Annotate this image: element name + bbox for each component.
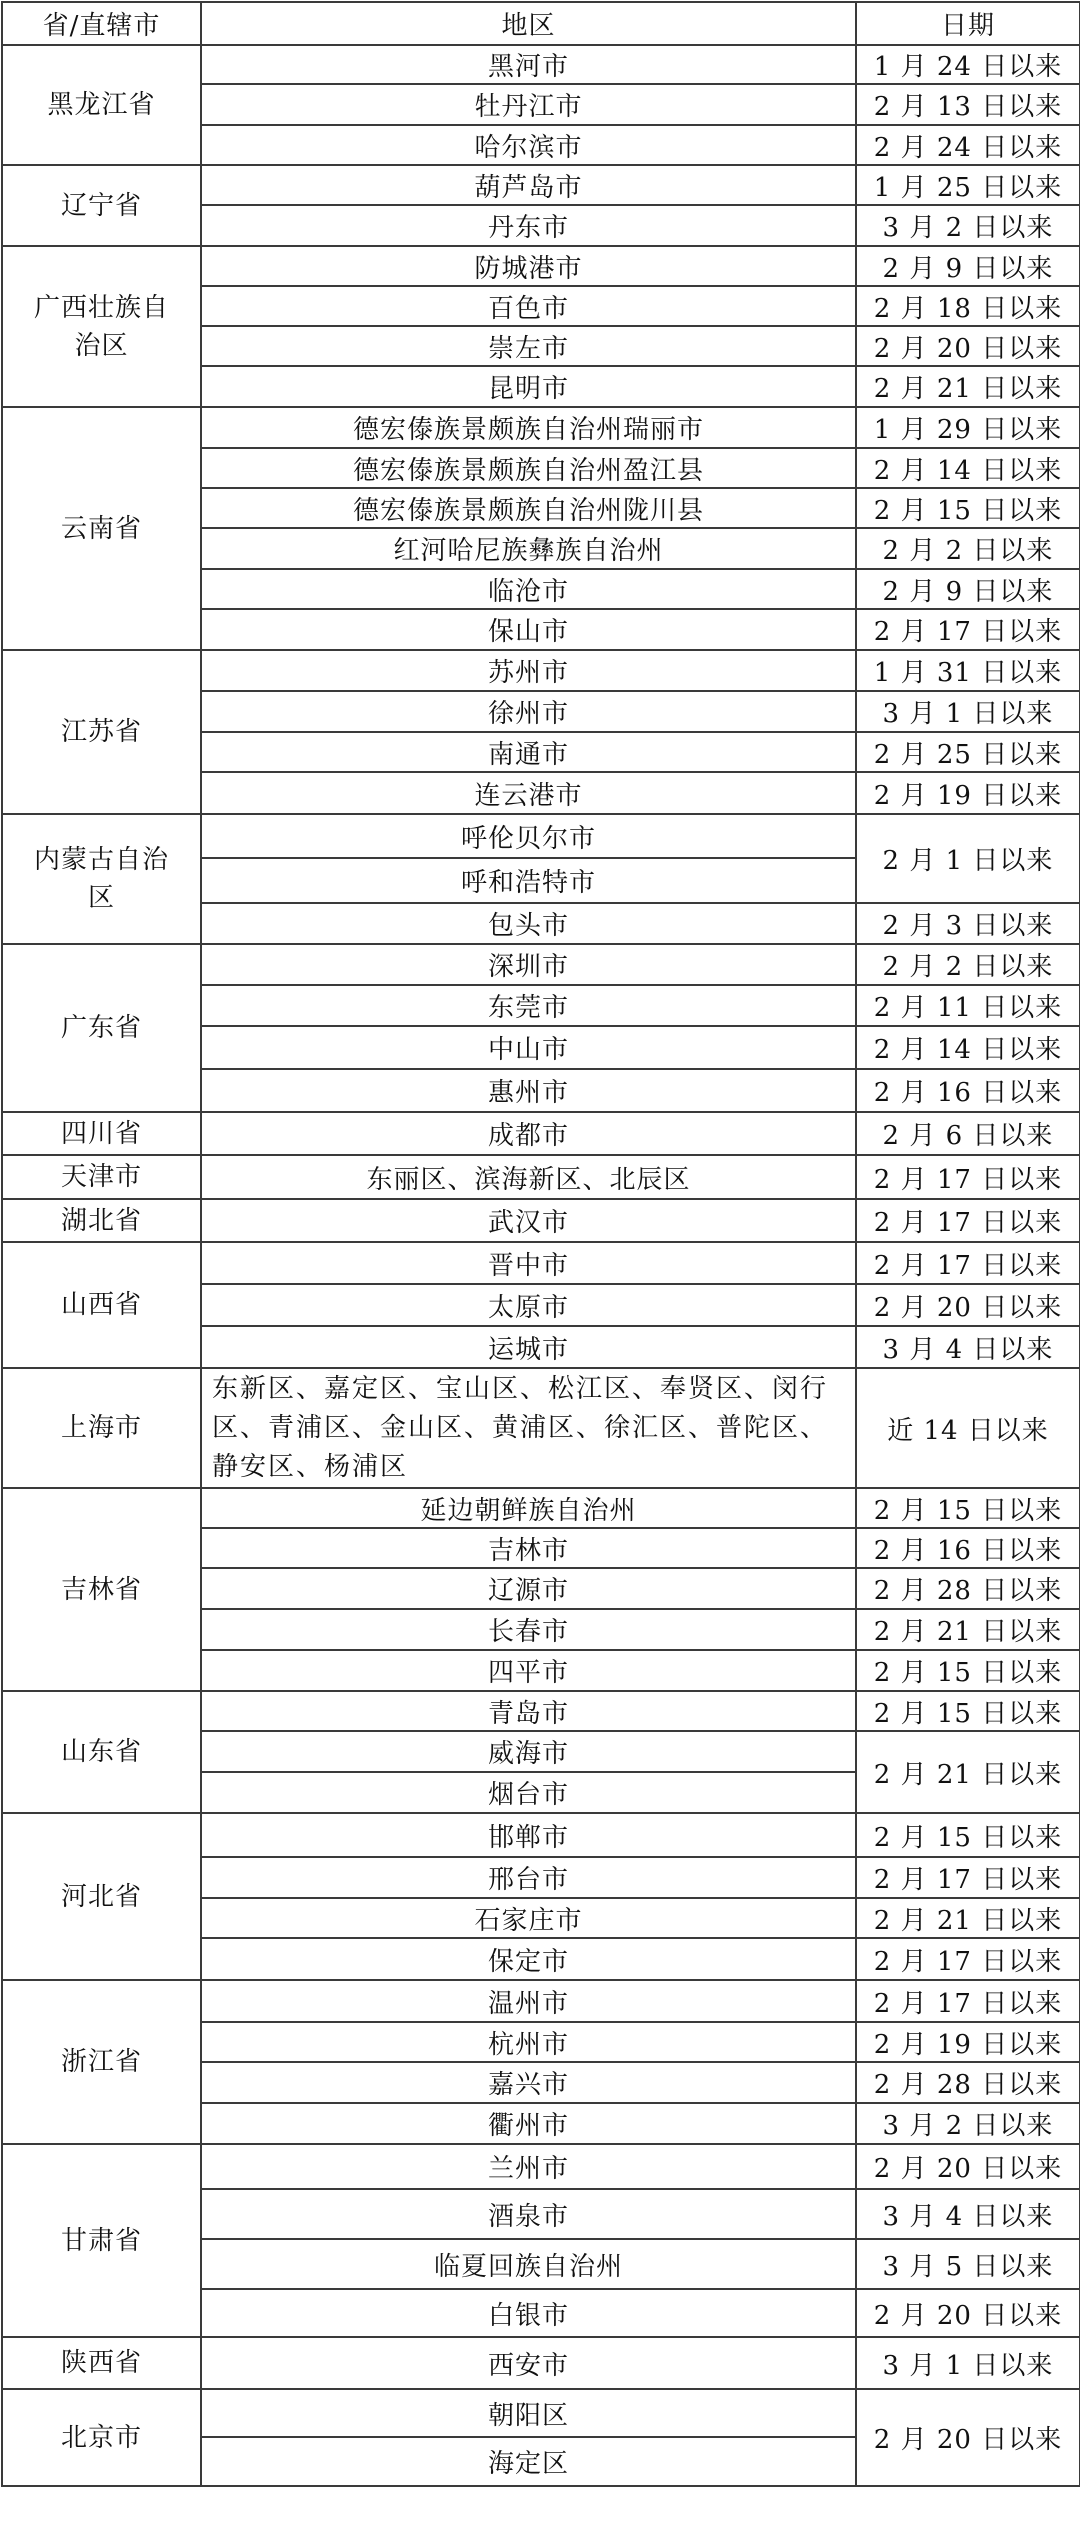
area-cell: 青岛市 bbox=[201, 1691, 856, 1731]
date-cell: 2 月 14 日以来 bbox=[856, 448, 1080, 488]
province-cell: 内蒙古自治区 bbox=[2, 814, 201, 944]
area-cell: 中山市 bbox=[201, 1026, 856, 1069]
province-cell: 广西壮族自治区 bbox=[2, 246, 201, 407]
table-row bbox=[2, 1813, 1080, 1857]
date-cell: 2 月 21 日以来 bbox=[856, 1898, 1080, 1938]
date-cell: 2 月 20 日以来 bbox=[856, 2389, 1080, 2486]
date-cell: 2 月 18 日以来 bbox=[856, 286, 1080, 326]
area-cell: 邯郸市 bbox=[201, 1813, 856, 1857]
area-cell: 临沧市 bbox=[201, 569, 856, 609]
table-row bbox=[2, 2389, 1080, 2437]
date-cell: 2 月 17 日以来 bbox=[856, 1199, 1080, 1242]
area-cell: 嘉兴市 bbox=[201, 2062, 856, 2103]
date-cell: 2 月 1 日以来 bbox=[856, 814, 1080, 903]
date-cell: 3 月 4 日以来 bbox=[856, 2189, 1080, 2239]
area-cell: 南通市 bbox=[201, 732, 856, 772]
area-cell: 辽源市 bbox=[201, 1568, 856, 1609]
table-row bbox=[2, 165, 1080, 205]
area-cell: 运城市 bbox=[201, 1326, 856, 1368]
date-cell: 2 月 15 日以来 bbox=[856, 1650, 1080, 1691]
table-row bbox=[2, 1112, 1080, 1155]
area-cell: 成都市 bbox=[201, 1112, 856, 1155]
province-cell: 陕西省 bbox=[2, 2337, 201, 2389]
date-cell: 2 月 17 日以来 bbox=[856, 1938, 1080, 1980]
table-row bbox=[2, 814, 1080, 858]
date-cell: 3 月 2 日以来 bbox=[856, 2103, 1080, 2144]
date-cell: 2 月 17 日以来 bbox=[856, 1857, 1080, 1898]
area-cell: 德宏傣族景颇族自治州陇川县 bbox=[201, 488, 856, 528]
date-cell: 3 月 4 日以来 bbox=[856, 1326, 1080, 1368]
area-cell: 保定市 bbox=[201, 1938, 856, 1980]
table-row bbox=[2, 944, 1080, 985]
area-cell: 丹东市 bbox=[201, 205, 856, 246]
area-cell: 东丽区、滨海新区、北辰区 bbox=[201, 1155, 856, 1199]
date-cell: 2 月 19 日以来 bbox=[856, 772, 1080, 814]
date-cell: 2 月 16 日以来 bbox=[856, 1069, 1080, 1112]
date-cell: 2 月 14 日以来 bbox=[856, 1026, 1080, 1069]
date-cell: 2 月 11 日以来 bbox=[856, 985, 1080, 1026]
area-cell: 吉林市 bbox=[201, 1528, 856, 1568]
area-cell: 连云港市 bbox=[201, 772, 856, 814]
province-cell: 浙江省 bbox=[2, 1980, 201, 2144]
table-body bbox=[2, 45, 1080, 2486]
province-cell: 湖北省 bbox=[2, 1199, 201, 1242]
province-cell: 天津市 bbox=[2, 1155, 201, 1199]
area-cell: 呼和浩特市 bbox=[201, 858, 856, 903]
date-cell: 2 月 20 日以来 bbox=[856, 1284, 1080, 1326]
area-cell: 威海市 bbox=[201, 1731, 856, 1772]
area-cell: 包头市 bbox=[201, 903, 856, 944]
date-cell: 2 月 21 日以来 bbox=[856, 1731, 1080, 1813]
date-cell: 2 月 15 日以来 bbox=[856, 1813, 1080, 1857]
date-cell: 2 月 15 日以来 bbox=[856, 1691, 1080, 1731]
date-cell: 2 月 17 日以来 bbox=[856, 1155, 1080, 1199]
area-cell: 牡丹江市 bbox=[201, 84, 856, 125]
area-cell: 苏州市 bbox=[201, 650, 856, 691]
date-cell: 2 月 17 日以来 bbox=[856, 1980, 1080, 2022]
area-cell: 东莞市 bbox=[201, 985, 856, 1026]
province-cell: 北京市 bbox=[2, 2389, 201, 2486]
province-cell: 黑龙江省 bbox=[2, 45, 201, 165]
date-cell: 2 月 13 日以来 bbox=[856, 84, 1080, 125]
date-cell: 2 月 28 日以来 bbox=[856, 2062, 1080, 2103]
table-row bbox=[2, 1155, 1080, 1199]
province-cell: 四川省 bbox=[2, 1112, 201, 1155]
area-cell: 石家庄市 bbox=[201, 1898, 856, 1938]
table-row bbox=[2, 1368, 1080, 1488]
date-cell: 2 月 6 日以来 bbox=[856, 1112, 1080, 1155]
table-row bbox=[2, 650, 1080, 691]
area-cell: 葫芦岛市 bbox=[201, 165, 856, 205]
area-cell: 海定区 bbox=[201, 2437, 856, 2486]
date-cell: 2 月 20 日以来 bbox=[856, 2289, 1080, 2337]
area-cell: 酒泉市 bbox=[201, 2189, 856, 2239]
area-cell: 呼伦贝尔市 bbox=[201, 814, 856, 858]
area-cell: 徐州市 bbox=[201, 691, 856, 732]
area-cell: 武汉市 bbox=[201, 1199, 856, 1242]
date-cell: 1 月 24 日以来 bbox=[856, 45, 1080, 84]
area-cell: 黑河市 bbox=[201, 45, 856, 84]
area-cell: 杭州市 bbox=[201, 2022, 856, 2062]
table-row bbox=[2, 407, 1080, 448]
date-cell: 3 月 2 日以来 bbox=[856, 205, 1080, 246]
area-cell: 保山市 bbox=[201, 609, 856, 650]
date-cell: 1 月 25 日以来 bbox=[856, 165, 1080, 205]
area-cell: 深圳市 bbox=[201, 944, 856, 985]
area-cell: 衢州市 bbox=[201, 2103, 856, 2144]
header-date: 日期 bbox=[856, 2, 1080, 45]
header-province: 省/直辖市 bbox=[2, 2, 201, 45]
table-row bbox=[2, 1691, 1080, 1731]
date-cell: 2 月 25 日以来 bbox=[856, 732, 1080, 772]
table-row bbox=[2, 2144, 1080, 2189]
header-row bbox=[2, 2, 1080, 45]
province-cell: 吉林省 bbox=[2, 1488, 201, 1691]
date-cell: 3 月 1 日以来 bbox=[856, 2337, 1080, 2389]
date-cell: 2 月 9 日以来 bbox=[856, 569, 1080, 609]
area-cell: 太原市 bbox=[201, 1284, 856, 1326]
date-cell: 1 月 29 日以来 bbox=[856, 407, 1080, 448]
table-row bbox=[2, 2337, 1080, 2389]
date-cell: 2 月 28 日以来 bbox=[856, 1568, 1080, 1609]
date-cell: 3 月 5 日以来 bbox=[856, 2239, 1080, 2289]
area-cell: 长春市 bbox=[201, 1609, 856, 1650]
province-cell: 云南省 bbox=[2, 407, 201, 650]
date-cell: 2 月 19 日以来 bbox=[856, 2022, 1080, 2062]
province-cell: 河北省 bbox=[2, 1813, 201, 1980]
date-cell: 2 月 2 日以来 bbox=[856, 528, 1080, 569]
table-row bbox=[2, 45, 1080, 84]
area-cell: 红河哈尼族彝族自治州 bbox=[201, 528, 856, 569]
date-cell: 2 月 15 日以来 bbox=[856, 1488, 1080, 1528]
table-row bbox=[2, 1488, 1080, 1528]
date-cell: 2 月 20 日以来 bbox=[856, 326, 1080, 366]
date-cell: 2 月 24 日以来 bbox=[856, 125, 1080, 165]
area-cell: 兰州市 bbox=[201, 2144, 856, 2189]
date-cell: 2 月 2 日以来 bbox=[856, 944, 1080, 985]
province-cell: 广东省 bbox=[2, 944, 201, 1112]
area-cell: 东新区、嘉定区、宝山区、松江区、奉贤区、闵行区、青浦区、金山区、黄浦区、徐汇区、普陀区、静安区、杨浦区 bbox=[201, 1368, 856, 1488]
table-row bbox=[2, 1242, 1080, 1284]
area-cell: 朝阳区 bbox=[201, 2389, 856, 2437]
header-area: 地区 bbox=[201, 2, 856, 45]
province-cell: 山东省 bbox=[2, 1691, 201, 1813]
area-cell: 昆明市 bbox=[201, 366, 856, 407]
area-cell: 德宏傣族景颇族自治州盈江县 bbox=[201, 448, 856, 488]
province-cell: 上海市 bbox=[2, 1368, 201, 1488]
date-cell: 3 月 1 日以来 bbox=[856, 691, 1080, 732]
date-cell: 近 14 日以来 bbox=[856, 1368, 1080, 1488]
area-cell: 哈尔滨市 bbox=[201, 125, 856, 165]
area-cell: 惠州市 bbox=[201, 1069, 856, 1112]
risk-area-table bbox=[1, 1, 1080, 2487]
date-cell: 2 月 3 日以来 bbox=[856, 903, 1080, 944]
area-cell: 西安市 bbox=[201, 2337, 856, 2389]
table-row bbox=[2, 1980, 1080, 2022]
province-cell: 甘肃省 bbox=[2, 2144, 201, 2337]
date-cell: 2 月 21 日以来 bbox=[856, 366, 1080, 407]
province-cell: 江苏省 bbox=[2, 650, 201, 814]
date-cell: 2 月 16 日以来 bbox=[856, 1528, 1080, 1568]
province-cell: 辽宁省 bbox=[2, 165, 201, 246]
area-cell: 防城港市 bbox=[201, 246, 856, 286]
area-cell: 延边朝鲜族自治州 bbox=[201, 1488, 856, 1528]
date-cell: 2 月 9 日以来 bbox=[856, 246, 1080, 286]
area-cell: 四平市 bbox=[201, 1650, 856, 1691]
date-cell: 2 月 15 日以来 bbox=[856, 488, 1080, 528]
area-cell: 临夏回族自治州 bbox=[201, 2239, 856, 2289]
province-cell: 山西省 bbox=[2, 1242, 201, 1368]
area-cell: 晋中市 bbox=[201, 1242, 856, 1284]
area-cell: 百色市 bbox=[201, 286, 856, 326]
table-row bbox=[2, 1199, 1080, 1242]
date-cell: 2 月 20 日以来 bbox=[856, 2144, 1080, 2189]
area-cell: 德宏傣族景颇族自治州瑞丽市 bbox=[201, 407, 856, 448]
date-cell: 2 月 21 日以来 bbox=[856, 1609, 1080, 1650]
area-cell: 烟台市 bbox=[201, 1772, 856, 1813]
date-cell: 2 月 17 日以来 bbox=[856, 1242, 1080, 1284]
table-row bbox=[2, 246, 1080, 286]
area-cell: 温州市 bbox=[201, 1980, 856, 2022]
date-cell: 2 月 17 日以来 bbox=[856, 609, 1080, 650]
area-cell: 邢台市 bbox=[201, 1857, 856, 1898]
area-cell: 白银市 bbox=[201, 2289, 856, 2337]
date-cell: 1 月 31 日以来 bbox=[856, 650, 1080, 691]
area-cell: 崇左市 bbox=[201, 326, 856, 366]
